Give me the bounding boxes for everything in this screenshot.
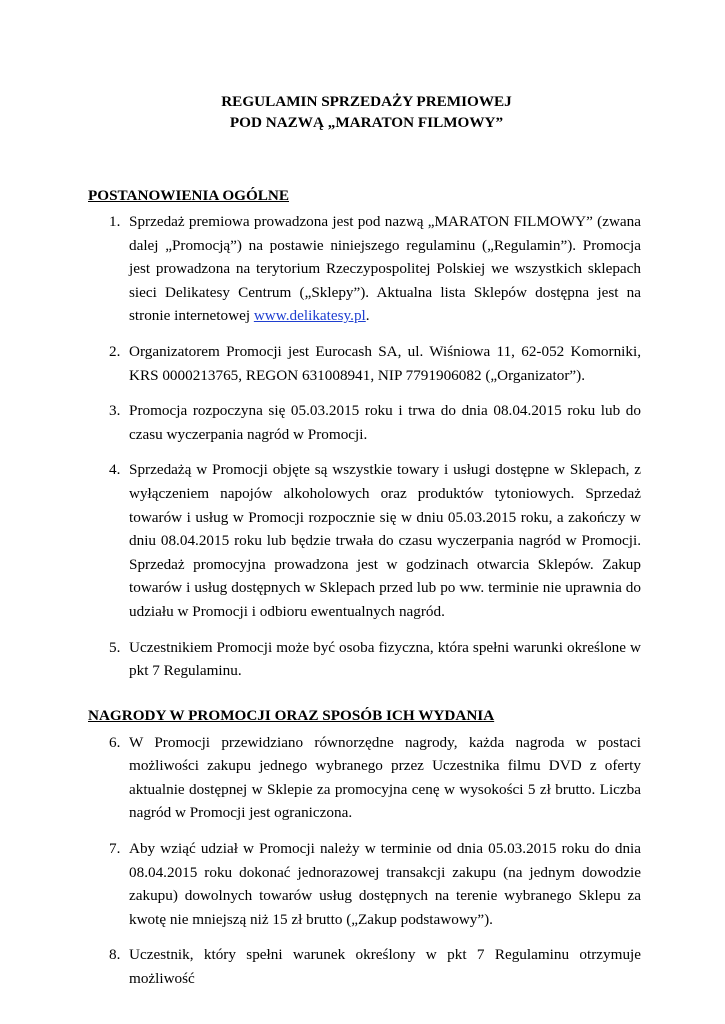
item-number: 6. <box>109 733 121 751</box>
item-number: 5. <box>109 638 121 656</box>
item-text: Promocja rozpoczyna się 05.03.2015 roku i trwa do dnia 08.04.2015 roku lub do czasu wyczerpania nagród w Promocji. <box>129 402 641 443</box>
item-number: 4. <box>109 461 121 479</box>
section-heading-general: POSTANOWIENIA OGÓLNE <box>88 187 289 204</box>
list-item <box>88 458 641 623</box>
list-item <box>88 636 641 683</box>
item-number: 3. <box>109 402 121 420</box>
item-text <box>129 210 641 328</box>
item-text: Uczestnikiem Promocji może być osoba fizyczna, która spełni warunki określone w pkt 7 Regulaminu. <box>129 638 641 680</box>
title-line-1: REGULAMIN SPRZEDAŻY PREMIOWEJ <box>221 93 512 110</box>
item-text: W Promocji przewidziano równorzędne nagrody, każda nagroda w postaci możliwości zakupu jednego wybranego przez Uczestnika filmu DVD z oferty aktualnie dostępnej w Sklepie za promocyjna cenę w wysokości 5 zł brutto. Liczba nagród w Promocji jest ograniczona. <box>129 733 641 822</box>
document-title <box>92 91 641 133</box>
list-item <box>88 731 641 825</box>
list-item <box>88 837 641 931</box>
item-number: 1. <box>109 213 121 230</box>
list-item <box>88 399 641 446</box>
list-item <box>88 340 641 387</box>
delikatesy-link[interactable]: www.delikatesy.pl <box>253 307 366 325</box>
item-text: Sprzedażą w Promocji objęte są wszystkie towary i usługi dostępne w Sklepach, z wyłączeniem napojów alkoholowych oraz produktów tytoniowych. Sprzedaż towarów i usług w Promocji rozpocznie się w dniu 05.03.2015 roku, a zakończy w dniu 08.04.2015 roku lub będzie trwała do czasu wyczerpania nagród w Promocji. Sprzedaż promocyjna prowadzona jest w godzinach otwarcia Sklepów. Zakup towarów i usług dostępnych w Sklepach przed lub po ww. terminie nie uprawnia do udziału w Promocji i odbioru ewentualnych nagród. <box>129 461 641 620</box>
item-text: Aby wziąć udział w Promocji należy w terminie od dnia 05.03.2015 roku do dnia 08.04.2015 roku dokonać jednorazowej transakcji zakupu (na jednym dowodzie zakupu) dowolnych towarów usług dostępnych na terenie wybranego Sklepu za kwotę nie mniejszą niż 15 zł brutto („Zakup podstawowy”). <box>129 840 641 928</box>
section-heading-prizes: NAGRODY W PROMOCJI ORAZ SPOSÓB ICH WYDANIA <box>88 706 495 724</box>
item-text: Organizatorem Promocji jest Eurocash SA, ul. Wiśniowa 11, 62-052 Komorniki, KRS 0000213765, REGON 631008941, NIP 7791906082 („Organizator”). <box>129 342 641 384</box>
list-item <box>88 943 641 990</box>
item-number: 8. <box>109 946 121 964</box>
general-provisions-list <box>88 210 641 683</box>
title-line-2: POD NAZWĄ „MARATON FILMOWY” <box>229 114 504 131</box>
item-number: 2. <box>109 342 121 360</box>
item-text: Uczestnik, który spełni warunek określony w pkt 7 Regulaminu otrzymuje możliwość <box>129 946 641 988</box>
item-number: 7. <box>109 840 121 858</box>
prizes-list <box>88 731 641 991</box>
item-text-part: . <box>365 307 370 325</box>
list-item <box>88 210 641 328</box>
item-text-part: Sprzedaż premiowa prowadzona jest pod nazwą „MARATON FILMOWY” (zwana dalej „Promocją”) na postawie niniejszego regulaminu („Regulamin”). Promocja jest prowadzona na terytorium Rzeczypospolitej Polskiej we wszystkich sklepach sieci Delikatesy Centrum („Sklepy”). Aktualna lista Sklepów dostępna jest na stronie internetowej <box>129 213 641 325</box>
